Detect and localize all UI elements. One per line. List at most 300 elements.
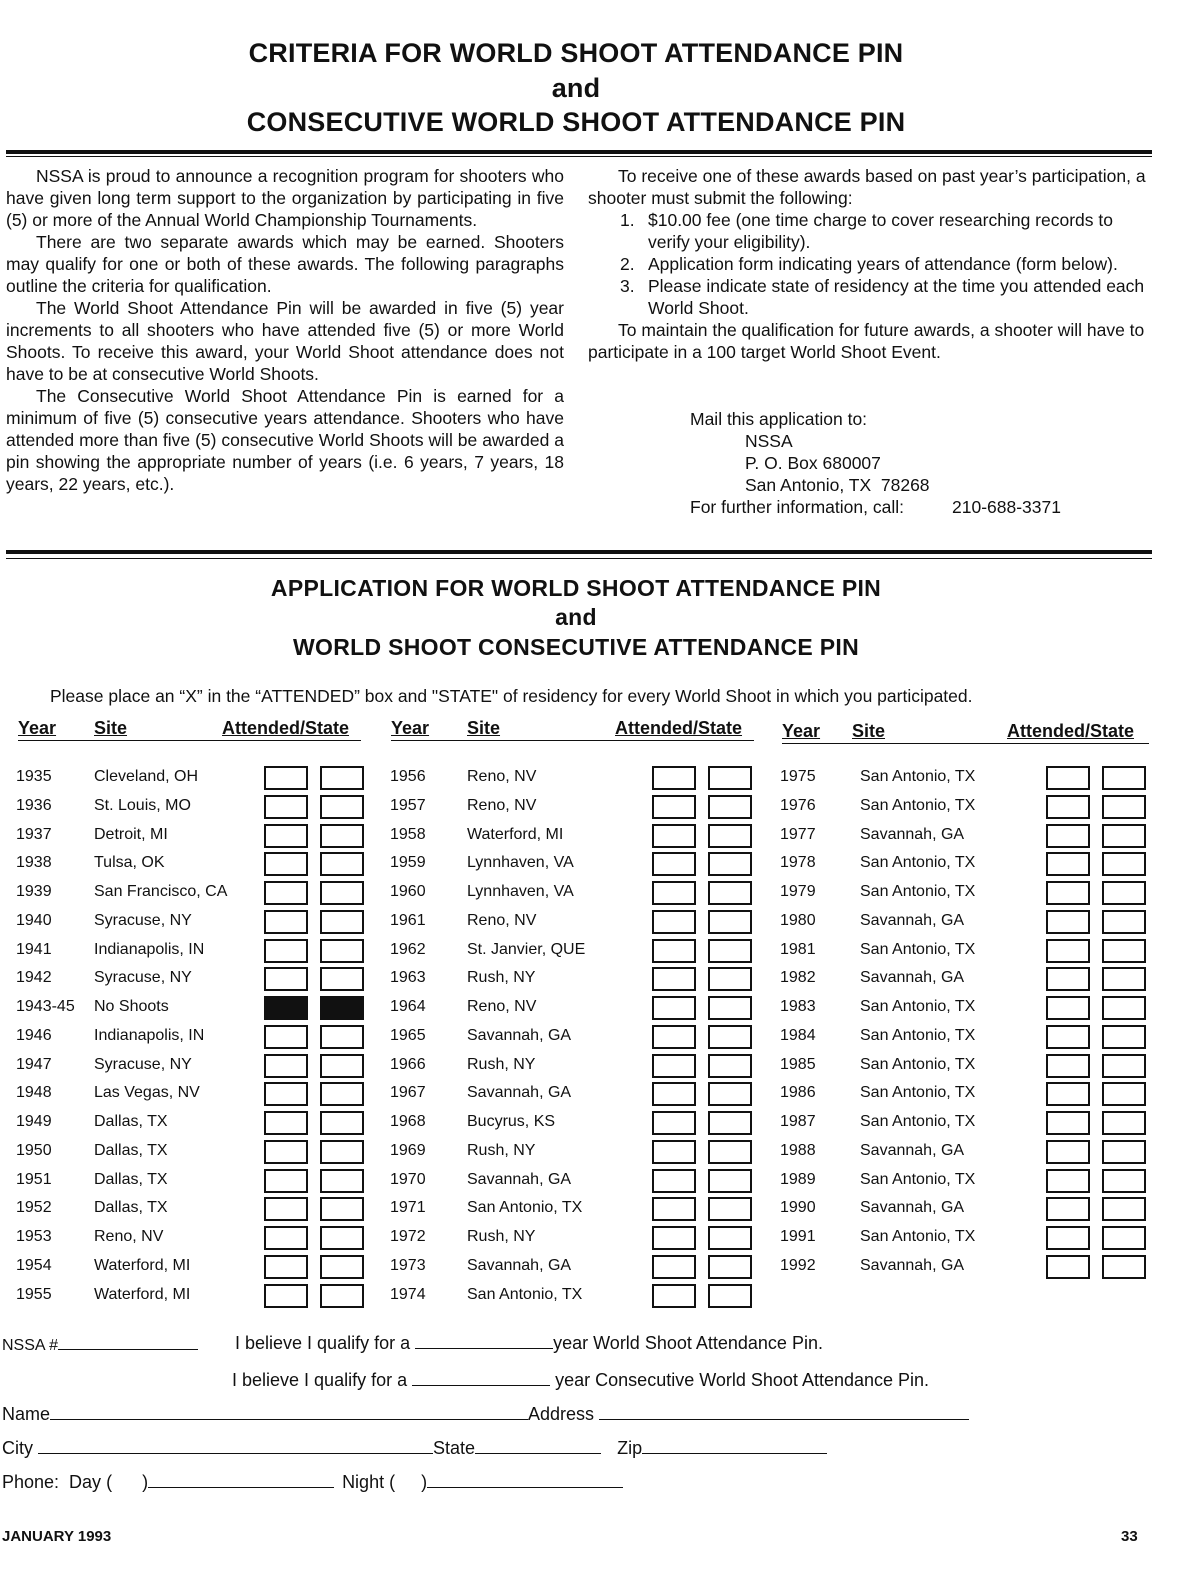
table-row [16, 1169, 396, 1197]
table-row [16, 910, 396, 938]
table-row [390, 1169, 770, 1197]
qualify-prefix: I believe I qualify for a [232, 1370, 408, 1390]
requirement-item [588, 275, 1152, 319]
attended-checkbox[interactable] [652, 967, 696, 991]
table-row [16, 1255, 396, 1283]
name-label: Name [2, 1404, 51, 1424]
table-row [780, 996, 1160, 1024]
table-row [780, 852, 1160, 880]
table-row [390, 824, 770, 852]
state-box[interactable] [320, 1025, 364, 1049]
row-year: 1960 [390, 883, 426, 900]
row-year: 1973 [390, 1256, 426, 1274]
table-row [390, 910, 770, 938]
state-label: State [433, 1438, 476, 1458]
city-state-zip-row [2, 1435, 827, 1459]
state-box[interactable] [1102, 852, 1146, 876]
state-box[interactable] [320, 939, 364, 963]
table-row [16, 967, 396, 995]
row-year: 1986 [780, 1084, 816, 1102]
attended-checkbox[interactable] [264, 1226, 308, 1250]
row-year: 1984 [780, 1026, 816, 1044]
name-address-row [2, 1401, 969, 1425]
row-site: San Antonio, TX [860, 940, 976, 958]
attended-checkbox[interactable] [264, 1111, 308, 1135]
row-site: Tulsa, OK [94, 854, 165, 872]
name-field[interactable] [50, 1401, 528, 1420]
row-year: 1988 [780, 1141, 816, 1159]
row-site: Rush, NY [467, 969, 536, 987]
attended-checkbox[interactable] [264, 881, 308, 905]
attended-checkbox[interactable] [264, 1082, 308, 1106]
attended-checkbox[interactable] [1046, 881, 1090, 905]
years-consecutive-field[interactable] [412, 1367, 550, 1386]
row-year: 1978 [780, 854, 816, 872]
city-label: City [2, 1438, 33, 1458]
zip-label: Zip [617, 1438, 643, 1458]
table-row [390, 1111, 770, 1139]
attended-checkbox[interactable] [1046, 1140, 1090, 1164]
criteria-title-line1: CRITERIA FOR WORLD SHOOT ATTENDANCE PIN [248, 38, 904, 68]
state-box[interactable] [708, 1054, 752, 1078]
state-box[interactable] [708, 1025, 752, 1049]
header-underline [391, 740, 754, 741]
application-title-line2: and [555, 604, 597, 630]
attended-checkbox[interactable] [1046, 1082, 1090, 1106]
row-year: 1963 [390, 969, 426, 987]
row-site: Cleveland, OH [94, 768, 199, 785]
nssa-number-field[interactable] [58, 1331, 198, 1350]
state-box[interactable] [708, 910, 752, 934]
attended-checkbox[interactable] [264, 939, 308, 963]
row-year: 1967 [390, 1084, 426, 1102]
criteria-title-line2: and [551, 73, 601, 103]
row-site: San Antonio, TX [860, 1228, 976, 1245]
mail-label: Mail this application to: [690, 409, 868, 429]
row-year: 1950 [16, 1141, 52, 1159]
row-year: 1985 [780, 1055, 816, 1073]
state-box[interactable] [320, 852, 364, 876]
day-paren-close: ) [142, 1472, 149, 1492]
state-box[interactable] [1102, 1169, 1146, 1193]
row-site: Waterford, MI [94, 1285, 191, 1303]
table-row [16, 1226, 396, 1254]
header-site: Site [467, 718, 501, 738]
qualify-suffix-consecutive: year Consecutive World Shoot Attendance Pin. [555, 1370, 930, 1390]
row-site: Las Vegas, NV [94, 1084, 200, 1102]
table-row [390, 967, 770, 995]
attended-checkbox[interactable] [264, 967, 308, 991]
table-row [16, 1140, 396, 1168]
row-site: Rush, NY [467, 1055, 536, 1073]
row-site: San Antonio, TX [467, 1285, 583, 1303]
phone-day-label: Phone: Day ( [2, 1472, 113, 1492]
attended-checkbox[interactable] [1046, 910, 1090, 934]
table-row [780, 1197, 1160, 1225]
table-row [780, 1111, 1160, 1139]
state-box[interactable] [1102, 881, 1146, 905]
table-row [390, 939, 770, 967]
attended-checkbox[interactable] [1046, 967, 1090, 991]
issue-date: JANUARY 1993 [2, 1528, 112, 1545]
state-box[interactable] [320, 881, 364, 905]
table-row [780, 1255, 1160, 1283]
state-box[interactable] [320, 1082, 364, 1106]
state-box[interactable] [708, 1255, 752, 1279]
table-row [390, 1255, 770, 1283]
row-year: 1937 [16, 825, 52, 843]
attended-checkbox[interactable] [652, 881, 696, 905]
row-site: Savannah, GA [860, 911, 965, 929]
qualify-row-1 [235, 1330, 823, 1354]
night-paren-close: ) [421, 1472, 428, 1492]
application-instruction: Please place an “X” in the “ATTENDED” box and "STATE" of residency for every World Shoot in which you participated. [50, 686, 973, 706]
table-row [390, 1226, 770, 1254]
criteria-paragraph: The World Shoot Attendance Pin will be awarded in five (5) year increments to all shooters who have attended five (5) or more World Shoots. To receive this award, your World Shoot attendance does not have to be at consecutive World Shoots. [6, 298, 564, 384]
row-site: Dallas, TX [94, 1199, 168, 1217]
attended-checkbox[interactable] [1046, 766, 1090, 790]
attended-checkbox[interactable] [652, 1082, 696, 1106]
attended-checkbox[interactable] [264, 852, 308, 876]
attended-checkbox[interactable] [264, 910, 308, 934]
attended-checkbox[interactable] [1046, 939, 1090, 963]
attended-checkbox[interactable] [652, 1111, 696, 1135]
table-row [16, 1197, 396, 1225]
row-site: San Antonio, TX [860, 1113, 976, 1130]
attended-checkbox[interactable] [1046, 852, 1090, 876]
row-site: Savannah, GA [860, 1199, 965, 1217]
requirement-text: Please indicate state of residency at the time you attended each World Shoot. [648, 276, 1145, 318]
attended-checkbox[interactable] [652, 1169, 696, 1193]
state-box[interactable] [1102, 824, 1146, 848]
table-row [16, 1284, 396, 1312]
state-box[interactable] [1102, 910, 1146, 934]
state-box[interactable] [708, 939, 752, 963]
row-year: 1953 [16, 1228, 52, 1245]
table-row [390, 1284, 770, 1312]
row-year: 1982 [780, 969, 816, 987]
attended-checkbox[interactable] [652, 824, 696, 848]
row-site: Rush, NY [467, 1141, 536, 1159]
row-year: 1955 [16, 1285, 52, 1303]
attended-checkbox[interactable] [652, 939, 696, 963]
state-box[interactable] [320, 1054, 364, 1078]
row-year: 1935 [16, 768, 52, 785]
phone-night-field[interactable] [427, 1469, 623, 1488]
header-underline [18, 740, 361, 741]
row-year: 1969 [390, 1141, 426, 1159]
row-site: Indianapolis, IN [94, 940, 205, 958]
row-site: Savannah, GA [467, 1084, 572, 1102]
row-site: San Antonio, TX [860, 854, 976, 872]
attended-checkbox[interactable] [1046, 1169, 1090, 1193]
row-site: Detroit, MI [94, 825, 168, 843]
table-row [16, 824, 396, 852]
state-box[interactable] [708, 967, 752, 991]
row-year: 1975 [780, 768, 816, 785]
criteria-paragraph: NSSA is proud to announce a recognition program for shooters who have given long term support to the organization by participating in five (5) or more of the Annual World Championship Tournaments. [6, 166, 564, 230]
nssa-number-label: NSSA # [2, 1337, 59, 1354]
table-row [390, 996, 770, 1024]
state-box[interactable] [1102, 766, 1146, 790]
table-row [780, 1025, 1160, 1053]
row-year: 1942 [16, 969, 52, 987]
attended-checkbox[interactable] [1046, 795, 1090, 819]
attended-checkbox[interactable] [264, 795, 308, 819]
state-box[interactable] [320, 967, 364, 991]
row-year: 1972 [390, 1228, 426, 1245]
attended-checkbox[interactable] [652, 1054, 696, 1078]
attended-checkbox [264, 996, 308, 1020]
row-year: 1974 [390, 1285, 426, 1303]
state-box[interactable] [1102, 1140, 1146, 1164]
row-site: Dallas, TX [94, 1141, 168, 1159]
attended-checkbox[interactable] [264, 824, 308, 848]
attended-checkbox[interactable] [652, 795, 696, 819]
state-box[interactable] [708, 1169, 752, 1193]
state-box[interactable] [320, 1140, 364, 1164]
requirement-number: 1. [620, 210, 635, 230]
state-box[interactable] [708, 766, 752, 790]
state-box[interactable] [1102, 1054, 1146, 1078]
row-site: San Antonio, TX [860, 1084, 976, 1102]
attended-checkbox[interactable] [264, 1140, 308, 1164]
row-year: 1946 [16, 1026, 52, 1044]
state-box[interactable] [708, 881, 752, 905]
row-year: 1991 [780, 1228, 816, 1245]
table-row [16, 939, 396, 967]
state-box[interactable] [1102, 967, 1146, 991]
row-year: 1961 [390, 911, 426, 929]
attended-checkbox[interactable] [652, 1255, 696, 1279]
criteria-paragraph: The Consecutive World Shoot Attendance Pin is earned for a minimum of five (5) consecutive years attendance. Shooters who have attended more than five (5) consecutive World Shoots will be awarded a pin showing the appropriate number of years (i.e. 6 years, 7 years, 18 years, 22 years, etc.). [6, 386, 564, 494]
table-row [780, 766, 1160, 794]
application-title-line3: WORLD SHOOT CONSECUTIVE ATTENDANCE PIN [293, 634, 859, 660]
row-year: 1951 [16, 1170, 52, 1188]
state-box[interactable] [320, 1284, 364, 1308]
row-year: 1938 [16, 854, 52, 872]
row-site: Lynnhaven, VA [467, 883, 574, 900]
header-year: Year [18, 718, 57, 738]
state-box[interactable] [320, 1226, 364, 1250]
top-rule-thick [6, 150, 1152, 154]
table-row [390, 1082, 770, 1110]
state-box[interactable] [708, 996, 752, 1020]
state-box[interactable] [1102, 795, 1146, 819]
state-box[interactable] [1102, 939, 1146, 963]
table-row [780, 910, 1160, 938]
row-site: San Antonio, TX [860, 998, 976, 1015]
state-box[interactable] [708, 1197, 752, 1221]
attended-checkbox[interactable] [652, 1226, 696, 1250]
attended-checkbox[interactable] [1046, 1197, 1090, 1221]
state-field[interactable] [475, 1435, 601, 1454]
table-row [390, 1054, 770, 1082]
table-row [780, 1082, 1160, 1110]
table-row [780, 824, 1160, 852]
row-site: Savannah, GA [860, 969, 965, 987]
row-site: San Antonio, TX [467, 1199, 583, 1217]
attended-checkbox[interactable] [1046, 824, 1090, 848]
address-field[interactable] [599, 1401, 969, 1420]
state-box[interactable] [708, 1226, 752, 1250]
attended-checkbox[interactable] [652, 852, 696, 876]
state-box[interactable] [320, 824, 364, 848]
table-row [16, 996, 396, 1024]
nssa-number-row [2, 1331, 198, 1355]
row-year: 1989 [780, 1170, 816, 1188]
state-box[interactable] [1102, 996, 1146, 1020]
attended-checkbox[interactable] [264, 766, 308, 790]
attended-checkbox[interactable] [264, 1197, 308, 1221]
table-row [16, 1025, 396, 1053]
application-title-line1: APPLICATION FOR WORLD SHOOT ATTENDANCE PIN [270, 575, 882, 601]
criteria-title-line3: CONSECUTIVE WORLD SHOOT ATTENDANCE PIN [246, 107, 906, 137]
attended-checkbox[interactable] [264, 1255, 308, 1279]
state-box[interactable] [708, 852, 752, 876]
attended-checkbox[interactable] [652, 910, 696, 934]
top-rule-thin [6, 156, 1152, 157]
city-field[interactable] [38, 1435, 433, 1454]
header-attended-state: Attended/State [615, 718, 743, 738]
row-site: Dallas, TX [94, 1170, 168, 1188]
phone-night-label: Night ( [342, 1472, 396, 1492]
requirements-intro: To receive one of these awards based on past year’s participation, a shooter must submit the following: [588, 166, 1146, 208]
row-year: 1983 [780, 998, 816, 1015]
row-site: Savannah, GA [860, 825, 965, 843]
state-box[interactable] [708, 1140, 752, 1164]
state-box[interactable] [320, 766, 364, 790]
attended-checkbox[interactable] [264, 1025, 308, 1049]
row-year: 1970 [390, 1170, 426, 1188]
row-site: San Antonio, TX [860, 1170, 976, 1188]
row-year: 1941 [16, 940, 52, 958]
table-row [780, 1169, 1160, 1197]
criteria-left-column [6, 165, 564, 495]
state-box[interactable] [320, 1255, 364, 1279]
row-site: Savannah, GA [467, 1256, 572, 1274]
row-year: 1976 [780, 796, 816, 814]
row-year: 1936 [16, 796, 52, 814]
row-site: Reno, NV [467, 768, 537, 785]
maintain-text: To maintain the qualification for future awards, a shooter will have to participate in a 100 target World Shoot Event. [588, 320, 1145, 362]
phone-day-field[interactable] [148, 1469, 334, 1488]
table-row [780, 967, 1160, 995]
row-year: 1987 [780, 1113, 816, 1130]
attended-checkbox[interactable] [1046, 1226, 1090, 1250]
table-row [390, 881, 770, 909]
attended-checkbox[interactable] [264, 1169, 308, 1193]
row-year: 1979 [780, 883, 816, 900]
table-row [16, 881, 396, 909]
attended-checkbox[interactable] [652, 766, 696, 790]
header-year: Year [782, 721, 821, 741]
state-box[interactable] [320, 1169, 364, 1193]
row-site: St. Janvier, QUE [467, 940, 586, 958]
row-year: 1954 [16, 1256, 52, 1274]
state-box[interactable] [708, 795, 752, 819]
row-year: 1947 [16, 1055, 52, 1073]
state-box[interactable] [320, 1197, 364, 1221]
attended-checkbox[interactable] [652, 1140, 696, 1164]
table-row [16, 1111, 396, 1139]
info-label: For further information, call: [690, 497, 904, 517]
zip-field[interactable] [642, 1435, 827, 1454]
state-box[interactable] [1102, 1082, 1146, 1106]
row-year: 1952 [16, 1199, 52, 1217]
state-box[interactable] [1102, 1226, 1146, 1250]
state-box [320, 996, 364, 1020]
attended-checkbox[interactable] [1046, 1111, 1090, 1135]
state-box[interactable] [320, 910, 364, 934]
attended-checkbox[interactable] [652, 996, 696, 1020]
row-site: Reno, NV [467, 911, 537, 929]
attended-checkbox[interactable] [1046, 1255, 1090, 1279]
header-underline [782, 743, 1149, 744]
row-year: 1956 [390, 768, 426, 785]
state-box[interactable] [708, 1284, 752, 1308]
table-row [780, 939, 1160, 967]
state-box[interactable] [320, 795, 364, 819]
row-site: Bucyrus, KS [467, 1113, 556, 1130]
row-site: Savannah, GA [860, 1141, 965, 1159]
state-box[interactable] [1102, 1025, 1146, 1049]
row-year: 1965 [390, 1026, 426, 1044]
state-box[interactable] [708, 1082, 752, 1106]
state-box[interactable] [708, 824, 752, 848]
table-row [16, 852, 396, 880]
row-site: Savannah, GA [467, 1026, 572, 1044]
attended-checkbox[interactable] [1046, 1054, 1090, 1078]
attended-checkbox[interactable] [652, 1284, 696, 1308]
state-box[interactable] [320, 1111, 364, 1135]
requirement-item [588, 253, 1152, 275]
attended-checkbox[interactable] [652, 1197, 696, 1221]
attended-checkbox[interactable] [1046, 996, 1090, 1020]
header-year: Year [391, 718, 430, 738]
state-box[interactable] [1102, 1197, 1146, 1221]
state-box[interactable] [708, 1111, 752, 1135]
attended-checkbox[interactable] [652, 1025, 696, 1049]
row-site: Reno, NV [467, 796, 537, 814]
row-site: Indianapolis, IN [94, 1026, 205, 1044]
row-year: 1943-45 [16, 998, 75, 1015]
table-row [390, 766, 770, 794]
state-box[interactable] [1102, 1111, 1146, 1135]
attended-checkbox[interactable] [1046, 1025, 1090, 1049]
attended-checkbox[interactable] [264, 1284, 308, 1308]
table-row [390, 1025, 770, 1053]
table-row [390, 852, 770, 880]
attended-checkbox[interactable] [264, 1054, 308, 1078]
address-label: Address [528, 1404, 595, 1424]
row-site: St. Louis, MO [94, 796, 191, 814]
requirement-text: Application form indicating years of attendance (form below). [648, 254, 1118, 274]
table-row [390, 795, 770, 823]
row-year: 1971 [390, 1199, 426, 1217]
mail-city: San Antonio, TX 78268 [745, 475, 930, 495]
row-site: San Antonio, TX [860, 1026, 976, 1044]
years-attendance-field[interactable] [415, 1330, 553, 1349]
qualify-row-2 [232, 1367, 929, 1391]
row-year: 1949 [16, 1113, 52, 1130]
table-row [16, 1054, 396, 1082]
row-site: San Francisco, CA [94, 883, 228, 900]
row-site: Reno, NV [94, 1228, 164, 1245]
state-box[interactable] [1102, 1255, 1146, 1279]
row-year: 1980 [780, 911, 816, 929]
row-site: No Shoots [94, 998, 169, 1015]
